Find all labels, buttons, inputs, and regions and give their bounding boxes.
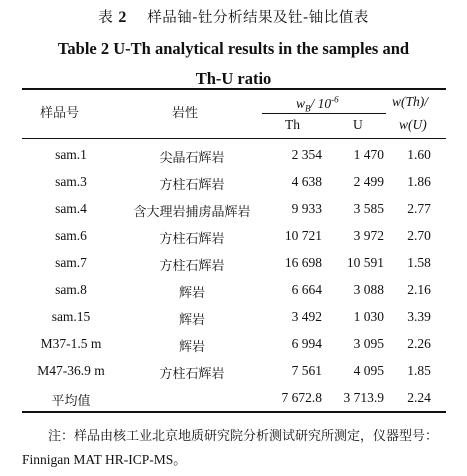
cell-rock: 方柱石辉岩 bbox=[159, 259, 225, 274]
cell-sample: M47-36.9 m bbox=[37, 363, 105, 378]
cell-rock: 方柱石辉岩 bbox=[159, 178, 225, 193]
cell-u: 3 088 bbox=[353, 282, 384, 297]
header-th: Th bbox=[285, 117, 300, 132]
cell-ratio: 1.85 bbox=[407, 363, 431, 378]
cell-sample: sam.15 bbox=[51, 309, 91, 324]
table-footnote bbox=[22, 425, 452, 472]
cell-th: 10 721 bbox=[284, 228, 322, 243]
cell-ratio: 2.26 bbox=[407, 336, 431, 351]
cell-ratio: 1.58 bbox=[407, 255, 431, 270]
footnote-cn: 注：样品由核工业北京地质研究院分析测试研究所测定，仪器型号： bbox=[48, 429, 439, 444]
cell-u: 3 972 bbox=[353, 228, 384, 243]
caption-number: 2 bbox=[118, 9, 127, 26]
cell-th: 6 664 bbox=[291, 282, 322, 297]
cell-th: 3 492 bbox=[291, 309, 322, 324]
cell-u: 3 713.9 bbox=[343, 390, 384, 405]
cell-u: 1 030 bbox=[353, 309, 384, 324]
cell-u: 10 591 bbox=[346, 255, 384, 270]
cell-rock: 方柱石辉岩 bbox=[159, 232, 225, 247]
header-sub-rule bbox=[262, 113, 386, 114]
cell-th: 6 994 bbox=[291, 336, 322, 351]
cell-sample: M37-1.5 m bbox=[40, 336, 102, 351]
cell-ratio: 2.70 bbox=[407, 228, 431, 243]
cell-u: 3 585 bbox=[353, 201, 384, 216]
cell-sample: sam.6 bbox=[55, 228, 87, 243]
cell-rock: 尖晶石辉岩 bbox=[159, 151, 225, 166]
cell-th: 9 933 bbox=[291, 201, 322, 216]
table-caption-en bbox=[0, 34, 467, 94]
cell-rock: 辉岩 bbox=[178, 340, 205, 355]
header-sample: 样品号 bbox=[40, 106, 80, 121]
table-bottom-rule bbox=[22, 411, 446, 413]
cell-sample: sam.7 bbox=[55, 255, 87, 270]
cell-th: 16 698 bbox=[284, 255, 322, 270]
cell-sample: sam.4 bbox=[55, 201, 87, 216]
caption-prefix: 表 bbox=[98, 10, 114, 26]
cell-sample: sam.8 bbox=[55, 282, 87, 297]
cell-sample: 平均值 bbox=[51, 394, 91, 409]
caption-text: 样品铀-钍分析结果及钍-铀比值表 bbox=[147, 10, 369, 26]
cell-u: 4 095 bbox=[353, 363, 384, 378]
table-top-rule bbox=[22, 88, 446, 90]
cell-sample: sam.1 bbox=[55, 147, 87, 162]
cell-rock: 辉岩 bbox=[178, 286, 205, 301]
caption-en-line2: Th-U ratio bbox=[195, 69, 272, 88]
cell-ratio: 1.60 bbox=[407, 147, 431, 162]
header-bottom-rule bbox=[22, 138, 446, 139]
cell-u: 3 095 bbox=[353, 336, 384, 351]
cell-sample: sam.3 bbox=[55, 174, 87, 189]
cell-th: 7 561 bbox=[291, 363, 322, 378]
cell-ratio: 2.16 bbox=[407, 282, 431, 297]
header-rock: 岩性 bbox=[172, 106, 199, 121]
footnote-end: 。 bbox=[173, 453, 187, 468]
header-u: U bbox=[353, 117, 363, 132]
header-conc-group: $w_B/$ $10^{-6}$ bbox=[296, 94, 339, 114]
table-caption-cn bbox=[0, 6, 467, 27]
cell-th: 4 638 bbox=[291, 174, 322, 189]
caption-en-line1: Table 2 U-Th analytical results in the samples and bbox=[57, 39, 410, 58]
cell-rock: 含大理岩捕虏晶辉岩 bbox=[133, 205, 251, 220]
cell-th: 2 354 bbox=[291, 147, 322, 162]
cell-rock: 辉岩 bbox=[178, 313, 205, 328]
header-ratio-bottom: w(U) bbox=[399, 117, 427, 132]
cell-ratio: 2.77 bbox=[407, 201, 431, 216]
cell-ratio: 1.86 bbox=[407, 174, 431, 189]
footnote-instrument: Finnigan MAT HR-ICP-MS bbox=[22, 452, 174, 467]
cell-rock: 方柱石辉岩 bbox=[159, 367, 225, 382]
cell-ratio: 2.24 bbox=[407, 390, 431, 405]
cell-ratio: 3.39 bbox=[407, 309, 431, 324]
cell-th: 7 672.8 bbox=[281, 390, 322, 405]
header-ratio-top: w(Th)/ bbox=[392, 94, 429, 109]
cell-u: 1 470 bbox=[353, 147, 384, 162]
cell-u: 2 499 bbox=[353, 174, 384, 189]
